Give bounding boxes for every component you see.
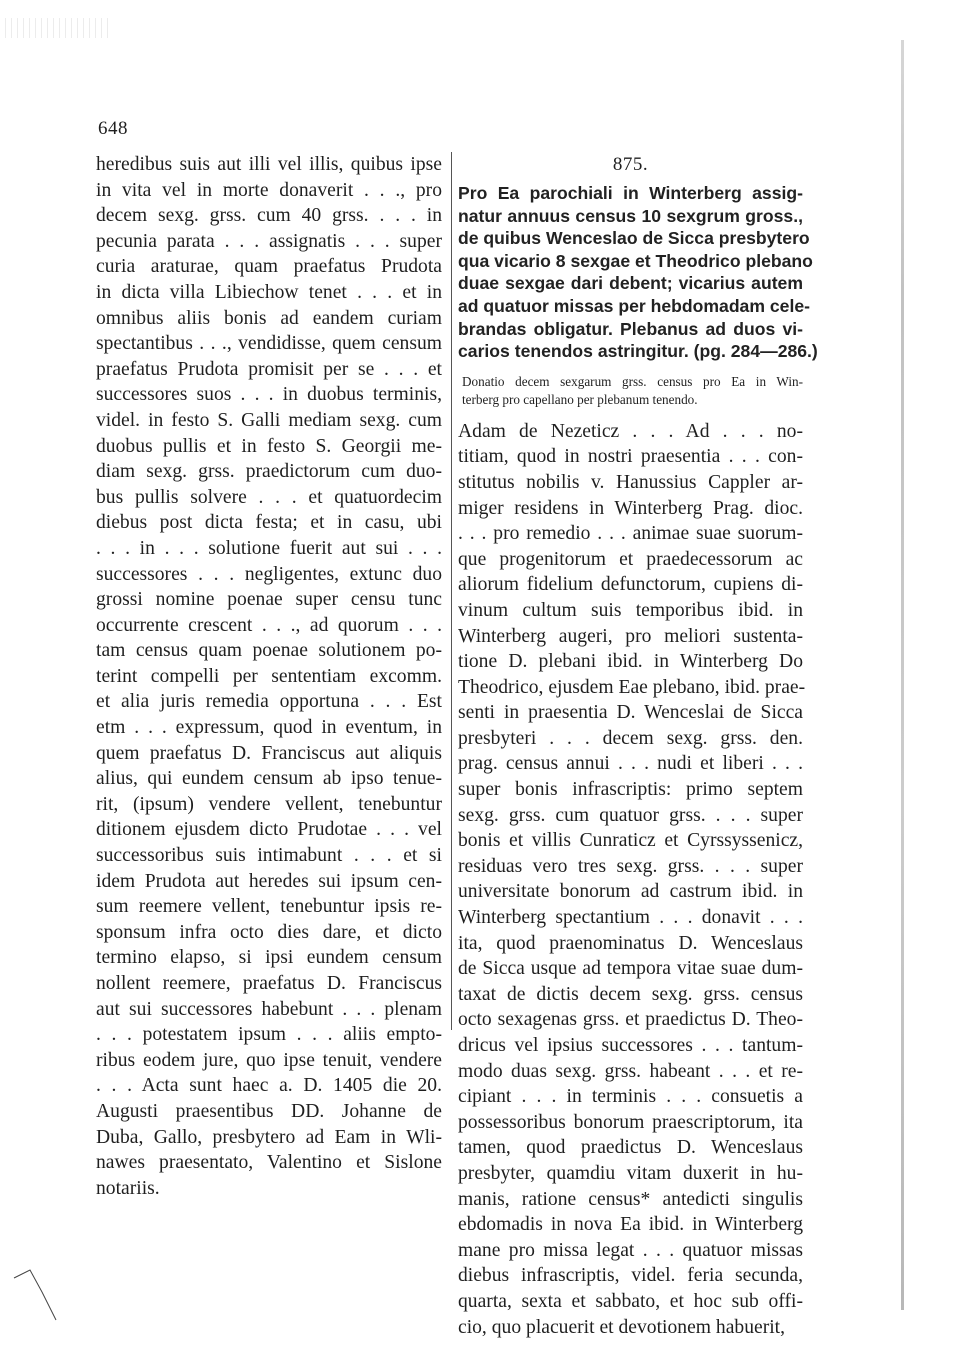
text-line: pecunia parata . . . assignatis . . . super <box>96 230 442 252</box>
text-line: Theodrico, ejusdem Eae plebano, ibid. prae- <box>458 676 806 698</box>
text-line: sum reemere vellent, tenebuntur ipsis re- <box>96 896 442 918</box>
text-line: de Sicca usque ad tempora vitae suae dum- <box>458 958 803 980</box>
summary-line: duae sexgae dari debent; vicarius autem <box>458 273 803 294</box>
text-line: tione D. plebani ibid. in Winterberg Do <box>458 651 803 673</box>
text-line: ita, quod praenominatus D. Wenceslaus <box>458 932 803 954</box>
text-line: successores . . . negligentes, extunc duo <box>96 563 442 585</box>
document-summary <box>458 182 818 363</box>
text-line: Adam de Nezeticz . . . Ad . . . no- <box>458 420 803 442</box>
text-line: cio, quo placuerit et devotionem habuerit, <box>458 1316 785 1338</box>
document-note <box>458 373 803 409</box>
text-line: ditionem ejusdem dicto Prudotae . . . vel <box>96 819 442 841</box>
column-divider <box>451 152 452 1030</box>
text-line: etm . . . expressum, quod in eventum, in <box>96 717 442 739</box>
text-line: miger residens in Winterberg Prag. dioc. <box>458 497 803 519</box>
text-line: notariis. <box>96 1177 160 1199</box>
note-line: Donatio decem sexgarum grss. census pro Ea in Win- <box>462 373 803 389</box>
text-line: in dicta villa Libiechow tenet . . . et in <box>96 281 442 303</box>
text-line: aliorum fidelium defunctorum, cupiens di- <box>458 574 803 596</box>
summary-line: ad quatuor missas per hebdomadam cele- <box>458 295 810 316</box>
text-line: successoribus suis intimabunt . . . et si <box>96 845 442 867</box>
text-line: taxat de dictis decem sexg. grss. census <box>458 983 803 1005</box>
text-line: Augusti praesentibus DD. Johanne de <box>96 1100 442 1122</box>
summary-line: brandas obligatur. Plebanus ad duos vi- <box>458 318 803 339</box>
text-line: terint compelli per sententiam excomm. <box>96 665 442 687</box>
text-line: ebdomadis in nova Ea ibid. in Winterberg <box>458 1214 803 1236</box>
text-line: spectantibus . . ., vendidisse, quem censum <box>96 333 442 355</box>
text-line: videl. in festo S. Galli mediam sexg. cum <box>96 409 442 431</box>
note-line: terberg pro capellano per plebanum tenendo. <box>462 391 698 407</box>
text-line: diebus infrascriptis, videl. feria secunda, <box>458 1265 803 1287</box>
text-line: prag. census annui . . . nudi et liberi . . . <box>458 753 803 775</box>
text-line: residuas vero tres sexg. grss. . . . super <box>458 855 803 877</box>
text-line: tamen, quod praedictus D. Wenceslaus <box>458 1137 803 1159</box>
text-line: rit, (ipsum) vendere vellent, tenebuntur <box>96 793 442 815</box>
text-line: in vita vel in morte donaverit . . ., pro <box>96 179 442 201</box>
summary-line: natur annuus census 10 sexgrum gross., <box>458 205 803 226</box>
text-line: decem sexg. grss. cum 40 grss. . . . in <box>96 205 442 227</box>
summary-line: qua vicario 8 sexgae et Theodrico plebano <box>458 250 813 271</box>
text-line: diebus post dicta festa; et in casu, ubi <box>96 512 442 534</box>
text-line: . . . Acta sunt haec a. D. 1405 die 20. <box>96 1075 442 1097</box>
text-line: que progenitorum et praedecessorum ac <box>458 548 803 570</box>
text-line: bonis et villis Cunraticz et Cyrssyssenicz, <box>458 830 803 852</box>
summary-line: de quibus Wenceslao de Sicca presbytero <box>458 228 810 249</box>
text-line: aut sui successores habebunt . . . plenam <box>96 998 442 1020</box>
text-line: . . . pro remedio . . . animae suae suorum- <box>458 523 803 545</box>
text-line: . . . in . . . solutione fuerit aut sui . . . <box>96 537 442 559</box>
text-line: octo sexagenas grss. et praedictus D. Theo- <box>458 1009 803 1031</box>
text-line: sexg. grss. cum quatuor grss. . . . super <box>458 804 803 826</box>
text-line: nawes praesentato, Valentino et Sislone <box>96 1152 442 1174</box>
text-line: mane pro missa legat . . . quatuor missas <box>458 1239 803 1261</box>
text-line: diam sexg. grss. praedictorum cum duo- <box>96 461 442 483</box>
text-line: praefatus Prudota promisit per se . . . et <box>96 358 442 380</box>
text-line: curia araturae, quam praefatus Prudota <box>96 256 442 278</box>
text-line: Winterberg spectantium . . . donavit . . . <box>458 907 803 929</box>
document-number: 875. <box>612 154 649 175</box>
text-line: quem praefatus D. Franciscus aut aliquis <box>96 742 442 764</box>
text-line: heredibus suis aut illi vel illis, quibus ipse <box>96 154 442 175</box>
scan-top-noise <box>0 18 110 38</box>
summary-line: Pro Ea parochiali in Winterberg assig- <box>458 183 803 203</box>
text-line: successores suos . . . in duobus terminis, <box>96 384 442 406</box>
text-line: possessoribus bonorum praescriptorum, ita <box>458 1111 803 1133</box>
text-line: universitate bonorum ad castrum ibid. in <box>458 881 803 903</box>
text-line: . . . potestatem ipsum . . . aliis empto- <box>96 1024 442 1046</box>
text-line: quarta, sexta et sabbato, et hoc sub offi- <box>458 1290 803 1312</box>
text-line: idem Prudota aut heredes sui ipsum cen- <box>96 870 442 892</box>
text-line: alius, qui eundem censum ab ipso tenue- <box>96 768 442 790</box>
text-line: ribus eodem jure, quo ipse tenuit, vendere <box>96 1049 442 1071</box>
text-line: sponsum infra octo dies dare, et dicto <box>96 921 442 943</box>
text-line: super bonis infrascriptis: primo septem <box>458 779 803 801</box>
text-line: manis, ratione census* antedicti singulis <box>458 1188 803 1210</box>
right-column <box>458 152 818 1340</box>
summary-line: carios tenendos astringitur. (pg. 284—286.) <box>458 341 818 362</box>
left-column <box>96 152 442 1201</box>
scan-edge-strip <box>901 40 904 1310</box>
text-line: presbyter, quamdiu vitam duxerit in hu- <box>458 1162 803 1184</box>
text-line: stitutus nobilis v. Hanussius Cappler ar- <box>458 471 803 493</box>
text-line: vinum cultum suis temporibus ibid. in <box>458 599 803 621</box>
text-line: senti in praesentia D. Wenceslai de Sicca <box>458 702 803 724</box>
text-line: dricus vel ipsius successores . . . tantum- <box>458 1035 803 1056</box>
page-number: 648 <box>98 118 128 139</box>
text-line: duobus pullis et in festo S. Georgii me- <box>96 435 442 457</box>
text-line: titiam, quod in nostri praesentia . . . con- <box>458 446 803 468</box>
document-body <box>458 419 806 1340</box>
text-line: omnibus aliis bonis ad eandem curiam <box>96 307 442 329</box>
text-line: nollent reemere, praefatus D. Franciscus <box>96 973 442 994</box>
text-line: tam census quam poenae solutionem po- <box>96 640 442 662</box>
text-line: Winterberg augeri, pro meliori sustenta- <box>458 625 803 647</box>
text-line: occurrente crescent . . ., ad quorum . . . <box>96 614 442 636</box>
text-line: grossi nomine poenae super censu tunc <box>96 589 442 611</box>
text-line: cipiant . . . in terminis . . . consuetis a <box>458 1086 803 1108</box>
text-line: et alia juris remedia opportuna . . . Est <box>96 691 442 713</box>
text-line: presbyteri . . . decem sexg. grss. den. <box>458 727 803 749</box>
text-line: modo duas sexg. grss. habeant . . . et re- <box>458 1060 803 1082</box>
text-line: termino elapso, si ipsi eundem censum <box>96 947 442 969</box>
text-line: bus pullis solvere . . . et quatuordecim <box>96 486 442 508</box>
scan-corner-mark <box>12 1252 58 1322</box>
text-line: Duba, Gallo, presbytero ad Eam in Wli- <box>96 1126 442 1148</box>
